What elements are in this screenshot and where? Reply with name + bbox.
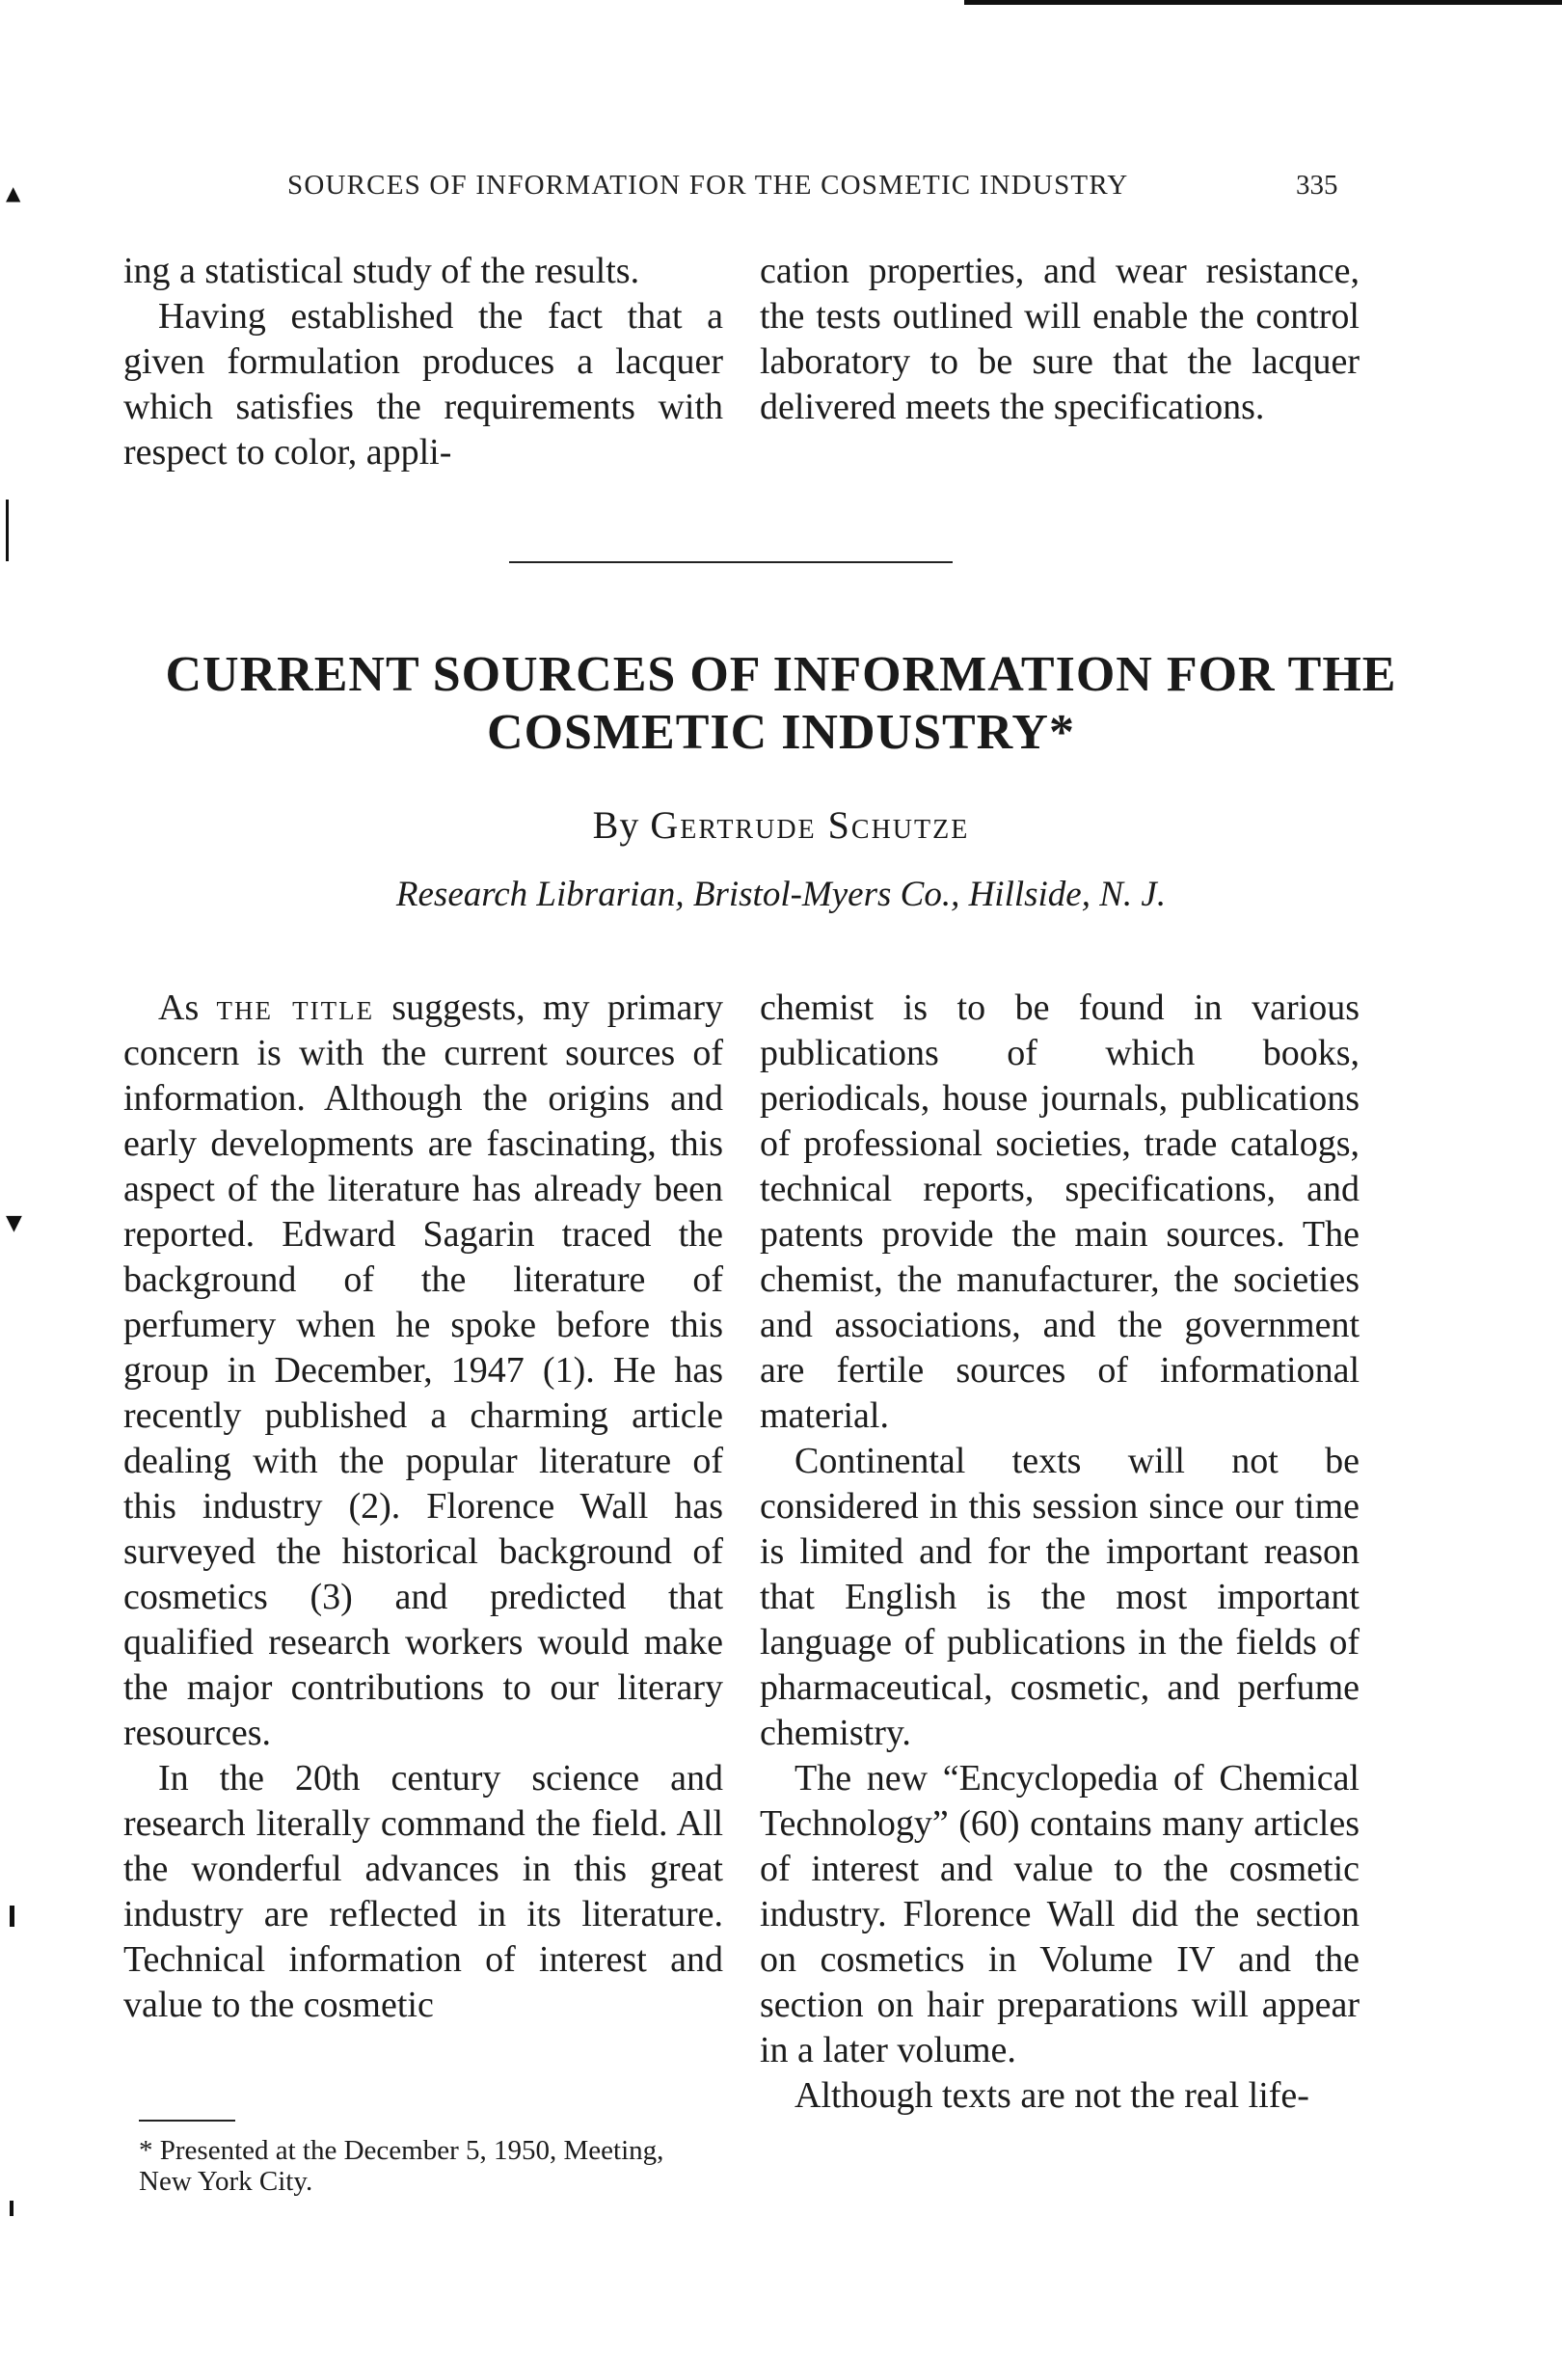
- lead-smallcaps: the title: [216, 987, 375, 1028]
- article-title-line-2: COSMETIC INDUSTRY*: [487, 705, 1075, 760]
- page-number: 335: [1296, 170, 1338, 201]
- article-right-column: [760, 986, 1360, 2119]
- margin-arrow-mark: ▼: [6, 1211, 22, 1235]
- author-affiliation: Research Librarian, Bristol-Myers Co., Hillside, N. J.: [395, 875, 1167, 914]
- paragraph-text: suggests, my primary concern is with the current sources of information. Although the origins and early developments are fascinating, this aspect of the literature has already been reported. Edward Sagarin traced the background of the literature of perfumery when he spoke before this group in December, 1947 (1). He has recently published a charming article dealing with the popular literature of this industry (2). Florence Wall has surveyed the historical background of cosmetics (3) and predicted that qualified research workers would make the major contributions to our literary resources.: [123, 987, 723, 1753]
- paragraph: cation properties, and wear resistance, the tests outlined will enable the control laboratory to be sure that the lacquer delivered meets the specifications.: [760, 251, 1360, 427]
- running-head: SOURCES OF INFORMATION FOR THE COSMETIC INDUSTRY: [287, 170, 1129, 201]
- paragraph: Although texts are not the real life-: [794, 2075, 1309, 2116]
- footnote-rule: [139, 2120, 235, 2122]
- top-edge-rule: [964, 0, 1562, 5]
- paragraph: [123, 986, 723, 1756]
- byline: [87, 802, 1475, 848]
- previous-article-left-column: [123, 249, 723, 475]
- article-title-line-1: CURRENT SOURCES OF INFORMATION FOR THE: [165, 647, 1397, 702]
- margin-tick-mark: [10, 2201, 13, 2216]
- paragraph: ing a statistical study of the results.: [123, 251, 640, 291]
- footnote: * Presented at the December 5, 1950, Meeting, New York City.: [139, 2135, 664, 2197]
- paragraph: Having established the fact that a given formulation produces a lacquer which satisfies the requirements with respect to color, appli-: [123, 296, 723, 473]
- author-name: Gertrude Schutze: [650, 803, 970, 847]
- previous-article-right-column: [760, 249, 1360, 430]
- section-divider: [509, 561, 953, 563]
- margin-tick-mark: [10, 1906, 14, 1927]
- margin-bracket-mark: [6, 500, 9, 561]
- paragraph: The new “Encyclopedia of Chemical Technology” (60) contains many articles of interest and value to the cosmetic industry. Florence Wall did the section on cosmetics in Volume IV and the section on hair preparations will appear in a later volume.: [760, 1758, 1360, 2070]
- article-left-column: [123, 986, 723, 2028]
- paragraph: chemist is to be found in various publications of which books, periodicals, house journals, publications of professional societies, trade catalogs, technical reports, specifications, and patents provide the main sources. The chemist, the manufacturer, the societies and associations, and the government are fertile sources of informational material.: [760, 987, 1360, 1436]
- lead-word: As: [158, 987, 200, 1028]
- paragraph: Continental texts will not be considered in this session since our time is limited and for the important reason that English is the most important language of publications in the fields of pharmaceutical, cosmetic, and perfume chemistry.: [760, 1441, 1360, 1753]
- byline-prefix: By: [592, 803, 640, 847]
- paragraph: In the 20th century science and research literally command the field. All the wonderful advances in this great industry are reflected in its literature. Technical information of interest and value to the cosmetic: [123, 1758, 723, 2025]
- margin-arrow-mark: ▲: [6, 181, 21, 204]
